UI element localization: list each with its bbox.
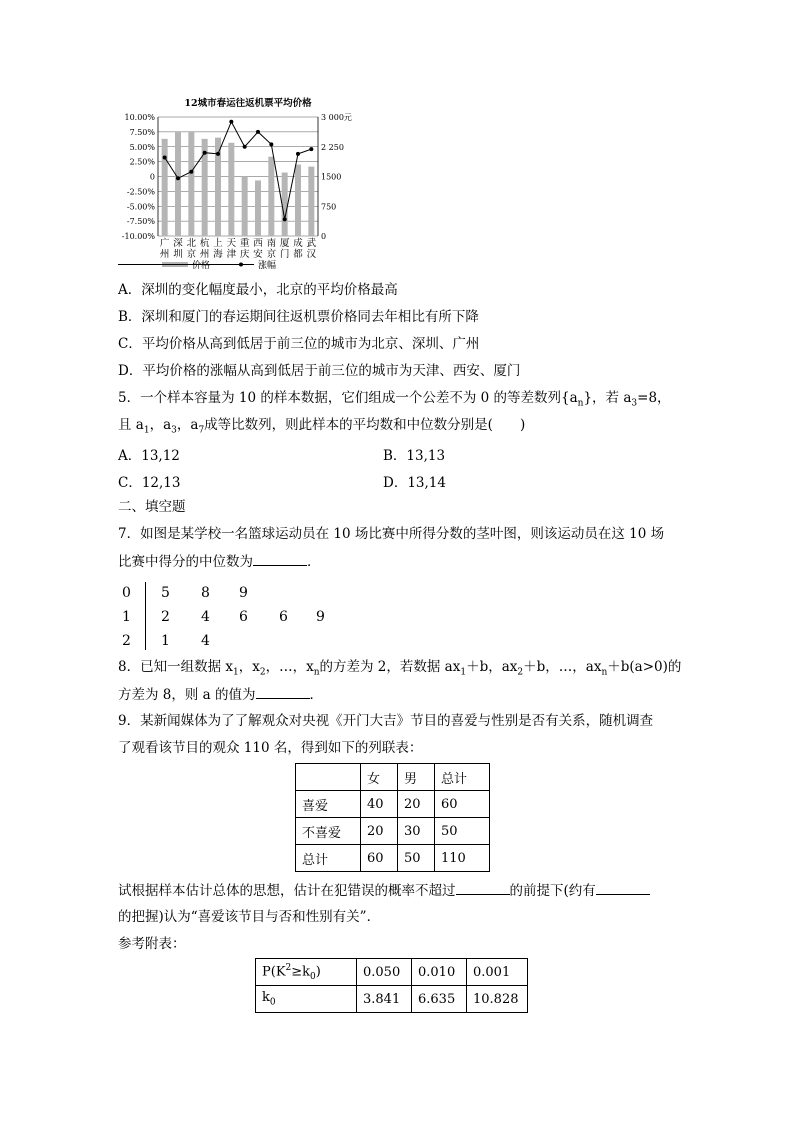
change-line: [165, 122, 312, 220]
stem-leaf-divider: [145, 582, 146, 650]
leaf-value: 8: [201, 585, 210, 601]
change-point: [283, 217, 287, 221]
table-row: [296, 818, 490, 845]
section-heading: 二、填空题: [118, 499, 186, 515]
change-point: [309, 147, 313, 151]
table-cell: 总计: [296, 845, 361, 872]
category-label: 成: [293, 238, 303, 249]
right-axis-ticks: [321, 113, 352, 241]
answer-blank: [256, 684, 310, 699]
q5-option-d: D．13,14: [383, 475, 446, 491]
category-label: 安: [253, 249, 263, 260]
legend-line-marker: [239, 263, 243, 267]
category-label: 州: [199, 249, 210, 260]
chart-title: 12城市春运往返机票平均价格: [184, 98, 312, 109]
category-label: 西: [253, 238, 263, 249]
left-tick-label: 5.00%: [129, 142, 155, 152]
change-point: [176, 176, 180, 180]
q7-stem-line2: 比赛中得分的中位数为 ．: [118, 551, 321, 572]
leaf-value: 6: [279, 609, 288, 625]
category-label: 武: [306, 238, 317, 249]
table-cell: 30: [398, 818, 435, 845]
table-cell: 喜爱: [296, 791, 361, 818]
leaf-value: 2: [161, 609, 170, 625]
change-point: [269, 142, 273, 146]
change-point: [296, 152, 300, 156]
q5-option-a: A．13,12: [118, 448, 180, 464]
table-cell: 60: [361, 845, 398, 872]
change-point: [243, 145, 247, 149]
table-cell: 女: [361, 764, 398, 791]
table-cell: 3.841: [357, 986, 412, 1013]
stem-value: 2: [122, 633, 131, 649]
q8-stem-line1: 8．已知一组数据 $x_1$，$x_2$，…，$x_n$的方差为 2，若数据 $ax_1+b$，$ax_2+b$，…，$ax_n+b(a>0)$的: [118, 659, 682, 678]
leaf-value: 1: [161, 633, 170, 649]
change-point: [163, 155, 167, 159]
table-cell: 40: [361, 791, 398, 818]
x-axis-labels: [160, 237, 317, 260]
change-point: [229, 120, 233, 124]
leaf-value: 4: [201, 609, 210, 625]
category-label: 重: [239, 238, 250, 249]
q9-stem-line2: 了观看该节目的观众 110 名，得到如下的列联表：: [118, 740, 423, 756]
change-point: [216, 152, 220, 156]
price-bar: [175, 132, 181, 236]
right-tick-label: 750: [321, 202, 337, 212]
category-label: 庆: [239, 249, 250, 260]
q5-stem-line2: 且 $a_1$，$a_3$，$a_7$成等比数列，则此样本的平均数和中位数分别是( ): [118, 417, 526, 436]
price-bar: [282, 173, 288, 236]
leaf-value: 9: [316, 609, 325, 625]
table-row: [296, 764, 490, 791]
right-tick-label: 1500: [321, 172, 342, 182]
price-bar: [308, 167, 314, 236]
q9-stem-line3: 试根据样本估计总体的思想，估计在犯错误的概率不超过 的前提下(约有: [118, 880, 650, 901]
left-tick-label: 10.00%: [124, 113, 155, 122]
answer-blank: [253, 551, 307, 566]
category-label: 北: [186, 238, 197, 249]
category-label: 圳: [173, 249, 183, 260]
table-cell: 6.635: [412, 986, 467, 1013]
stem-value: 1: [122, 609, 131, 625]
table-row: [296, 845, 490, 872]
category-label: 海: [213, 249, 223, 260]
legend-change-label: 涨幅: [258, 261, 277, 271]
change-point: [189, 170, 193, 174]
category-label: 都: [293, 249, 303, 260]
price-bar: [242, 177, 248, 237]
stem-value: 0: [122, 585, 131, 601]
answer-blank: [596, 880, 650, 895]
table-row: [256, 959, 528, 986]
table-cell: 10.828: [467, 986, 528, 1013]
q5-option-c: C．12,13: [118, 475, 181, 491]
leaf-value: 4: [201, 633, 210, 649]
q4-option-c: C．平均价格从高到低居于前三位的城市为北京、深圳、广州: [118, 336, 480, 352]
chart-legend: [118, 259, 276, 271]
category-label: 天: [226, 238, 237, 249]
table-cell: 0.050: [357, 959, 412, 986]
q9-stem-line4: 的把握)认为“喜爱该节目与否和性别有关”．: [118, 909, 381, 925]
table-cell: 总计: [435, 764, 490, 791]
table-cell: 60: [435, 791, 490, 818]
category-label: 广: [159, 238, 170, 249]
category-label: 京: [266, 249, 277, 260]
table-row: [296, 791, 490, 818]
q8-stem-line2: 方差为 8，则 a 的值为 ．: [118, 684, 323, 705]
q4-option-a: A．深圳的变化幅度最小，北京的平均价格最高: [118, 282, 398, 298]
q5-stem-line1: 5．一个样本容量为 10 的样本数据，它们组成一个公差不为 0 的等差数列$\{a_n\}$，若 $a_3=8$，: [118, 390, 671, 409]
category-label: 深: [173, 238, 183, 249]
table-row: [256, 986, 528, 1013]
category-label: 津: [226, 249, 237, 260]
left-tick-label: 0: [149, 172, 155, 182]
price-bar: [162, 139, 168, 236]
leaf-value: 9: [239, 585, 248, 601]
category-label: 杭: [199, 238, 210, 249]
table-cell: 20: [361, 818, 398, 845]
table-cell: $k_0$: [256, 986, 357, 1013]
left-axis-ticks: [122, 113, 156, 241]
price-bar: [295, 165, 301, 236]
category-label: 汉: [306, 249, 317, 260]
reference-label: 参考附表：: [118, 936, 186, 952]
left-tick-label: -2.50%: [126, 187, 155, 197]
category-label: 门: [279, 249, 290, 260]
table-cell: 50: [435, 818, 490, 845]
q5-option-b: B．13,13: [383, 448, 446, 464]
category-label: 南: [266, 238, 277, 249]
price-bar: [228, 143, 234, 236]
legend-price-label: 价格: [192, 261, 211, 271]
reference-table: [255, 958, 528, 1013]
change-point: [256, 130, 260, 134]
table-cell: 0.010: [412, 959, 467, 986]
left-tick-label: -7.50%: [126, 217, 155, 227]
airfare-chart: [118, 92, 358, 272]
table-cell: 110: [435, 845, 490, 872]
leaf-value: 5: [161, 585, 170, 601]
category-label: 厦: [279, 238, 290, 249]
right-tick-label: 0: [321, 232, 327, 241]
left-tick-label: -5.00%: [126, 202, 155, 212]
left-tick-label: 2.50%: [129, 157, 155, 167]
left-tick-label: -10.00%: [121, 232, 155, 241]
q4-option-d: D．平均价格的涨幅从高到低居于前三位的城市为天津、西安、厦门: [118, 363, 521, 379]
table-cell: $P(K^2\ge k_0)$: [256, 959, 357, 986]
right-tick-label: 3 000元: [321, 113, 352, 122]
q9-stem-line1: 9．某新闻媒体为了了解观众对央视《开门大吉》节目的喜爱与性别是否有关系，随机调查: [118, 713, 654, 729]
q7-stem-line1: 7．如图是某学校一名篮球运动员在 10 场比赛中所得分数的茎叶图，则该运动员在这 10 场: [118, 526, 665, 542]
table-cell: [296, 764, 361, 791]
answer-blank: [456, 880, 510, 895]
table-cell: 50: [398, 845, 435, 872]
leaf-value: 6: [239, 609, 248, 625]
q4-option-b: B．深圳和厦门的春运期间往返机票价格同去年相比有所下降: [118, 309, 479, 325]
table-cell: 不喜爱: [296, 818, 361, 845]
price-bar: [188, 132, 194, 236]
category-label: 州: [159, 249, 170, 260]
price-bar: [255, 180, 261, 236]
category-label: 上: [213, 238, 223, 249]
table-cell: 20: [398, 791, 435, 818]
left-tick-label: 7.50%: [129, 127, 155, 137]
table-cell: 0.001: [467, 959, 528, 986]
price-bar: [268, 157, 274, 236]
category-label: 京: [186, 249, 197, 260]
table-cell: 男: [398, 764, 435, 791]
right-tick-label: 2 250: [321, 142, 344, 152]
change-point: [203, 151, 207, 155]
contingency-table: [295, 763, 490, 872]
